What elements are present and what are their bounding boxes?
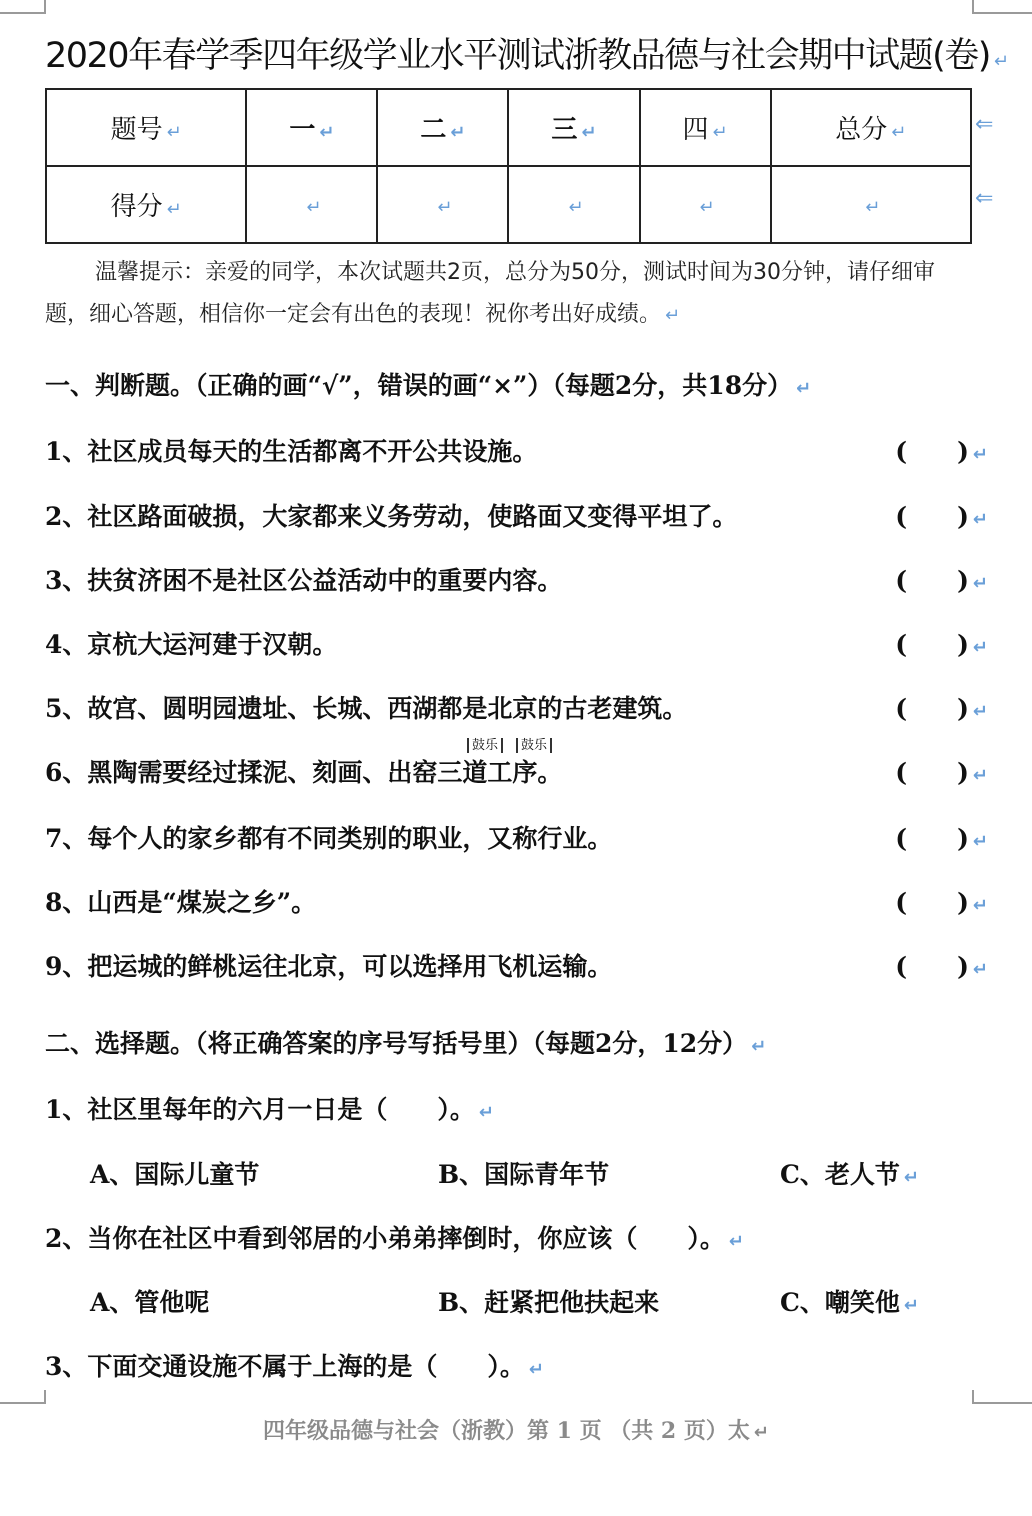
answer-paren[interactable]: ( ) ↵	[895, 952, 988, 981]
section2-heading: 二、选择题。（将正确答案的序号写括号里）（每题2分，12分） ↵	[45, 1029, 767, 1058]
answer-paren[interactable]: ( ) ↵	[895, 824, 988, 853]
page-footer: 四年级品德与社会（浙教）第 1 页 （共 2 页）太 ↵	[262, 1418, 769, 1444]
score-input-total[interactable]: ↵	[771, 166, 971, 243]
score-table-score-row	[46, 166, 971, 243]
crop-mark-bottom-left-v	[44, 1390, 46, 1404]
option-b[interactable]: B、赶紧把他扶起来	[438, 1288, 660, 1317]
judge-item: 5、故宫、圆明园遗址、长城、西湖都是北京的古老建筑。 ( ) ↵	[45, 689, 990, 725]
score-input-3[interactable]: ↵	[508, 166, 639, 243]
judge-item: 4、京杭大运河建于汉朝。 ( ) ↵	[45, 625, 990, 661]
page-title: 2020年春学季四年级学业水平测试浙教品德与社会期中试题(卷) ↵	[45, 36, 1008, 76]
watermark-stamp: 鼓乐	[467, 738, 503, 753]
return-mark-icon: ↵	[993, 51, 1008, 72]
score-table	[45, 88, 972, 244]
section1-heading: 一、判断题。（正确的画“√”，错误的画“×”）（每题2分，共18分） ↵	[45, 371, 812, 400]
judge-item: 8、山西是“煤炭之乡”。 ( ) ↵	[45, 883, 990, 919]
score-row-label: 得分 ↵	[46, 166, 246, 243]
score-cell-1: 一 ↵	[246, 89, 377, 166]
judge-item: 9、把运城的鲜桃运往北京，可以选择用飞机运输。 ( ) ↵	[45, 947, 990, 983]
judge-item: 2、社区路面破损，大家都来义务劳动，使路面又变得平坦了。 ( ) ↵	[45, 497, 990, 533]
crop-mark-bottom-left	[0, 1402, 46, 1404]
score-cell-4: 四 ↵	[640, 89, 771, 166]
crop-mark-top-right-h	[972, 12, 1032, 14]
answer-paren[interactable]: ( ) ↵	[895, 694, 988, 723]
score-input-2[interactable]: ↵	[377, 166, 508, 243]
answer-paren[interactable]: ( ) ↵	[895, 566, 988, 595]
option-c[interactable]: C、嘲笑他 ↵	[780, 1288, 919, 1317]
tip-paragraph: 温馨提示：亲爱的同学，本次试题共2页，总分为50分，测试时间为30分钟，请仔细审题，细心答题，相信你一定会有出色的表现！祝你考出好成绩。 ↵	[45, 260, 935, 327]
score-cell-total: 总分 ↵	[771, 89, 971, 166]
score-cell-2: 二 ↵	[377, 89, 508, 166]
crop-mark-bottom-right-v	[972, 1390, 974, 1404]
choice-question-3: 3、下面交通设施不属于上海的是（ ）。 ↵	[45, 1352, 544, 1381]
judge-item: 6、黑陶需要经过揉泥、刻画、出窑三道工序。 ( ) ↵	[45, 753, 990, 789]
option-b[interactable]: B、国际青年节	[438, 1160, 610, 1189]
option-a[interactable]: A、管他呢	[90, 1288, 210, 1317]
judge-item: 7、每个人的家乡都有不同类别的职业，又称行业。 ( ) ↵	[45, 819, 990, 855]
score-input-4[interactable]: ↵	[640, 166, 771, 243]
score-table-header-row	[46, 89, 971, 166]
watermark-stamp: 鼓乐	[516, 738, 552, 753]
option-c[interactable]: C、老人节 ↵	[780, 1160, 919, 1189]
judge-item: 3、扶贫济困不是社区公益活动中的重要内容。 ( ) ↵	[45, 561, 990, 597]
choice-question-2: 2、当你在社区中看到邻居的小弟弟摔倒时，你应该（ ）。 ↵	[45, 1224, 744, 1253]
answer-paren[interactable]: ( ) ↵	[895, 502, 988, 531]
choice-question-1: 1、社区里每年的六月一日是（ ）。 ↵	[45, 1095, 494, 1124]
answer-paren[interactable]: ( ) ↵	[895, 437, 988, 466]
choice-options-2	[90, 1283, 970, 1319]
score-input-1[interactable]: ↵	[246, 166, 377, 243]
score-cell-label: 题号 ↵	[46, 89, 246, 166]
answer-paren[interactable]: ( ) ↵	[895, 630, 988, 659]
answer-paren[interactable]: ( ) ↵	[895, 758, 988, 787]
answer-paren[interactable]: ( ) ↵	[895, 888, 988, 917]
option-a[interactable]: A、国际儿童节	[90, 1160, 260, 1189]
crop-mark-top-left-h	[0, 12, 46, 14]
row-end-mark-icon: ⇐	[975, 112, 994, 137]
choice-options-1	[90, 1155, 970, 1191]
row-end-mark-icon: ⇐	[975, 186, 994, 211]
judge-item: 1、社区成员每天的生活都离不开公共设施。 ( ) ↵	[45, 432, 990, 468]
score-cell-3: 三 ↵	[508, 89, 639, 166]
crop-mark-bottom-right	[972, 1402, 1032, 1404]
